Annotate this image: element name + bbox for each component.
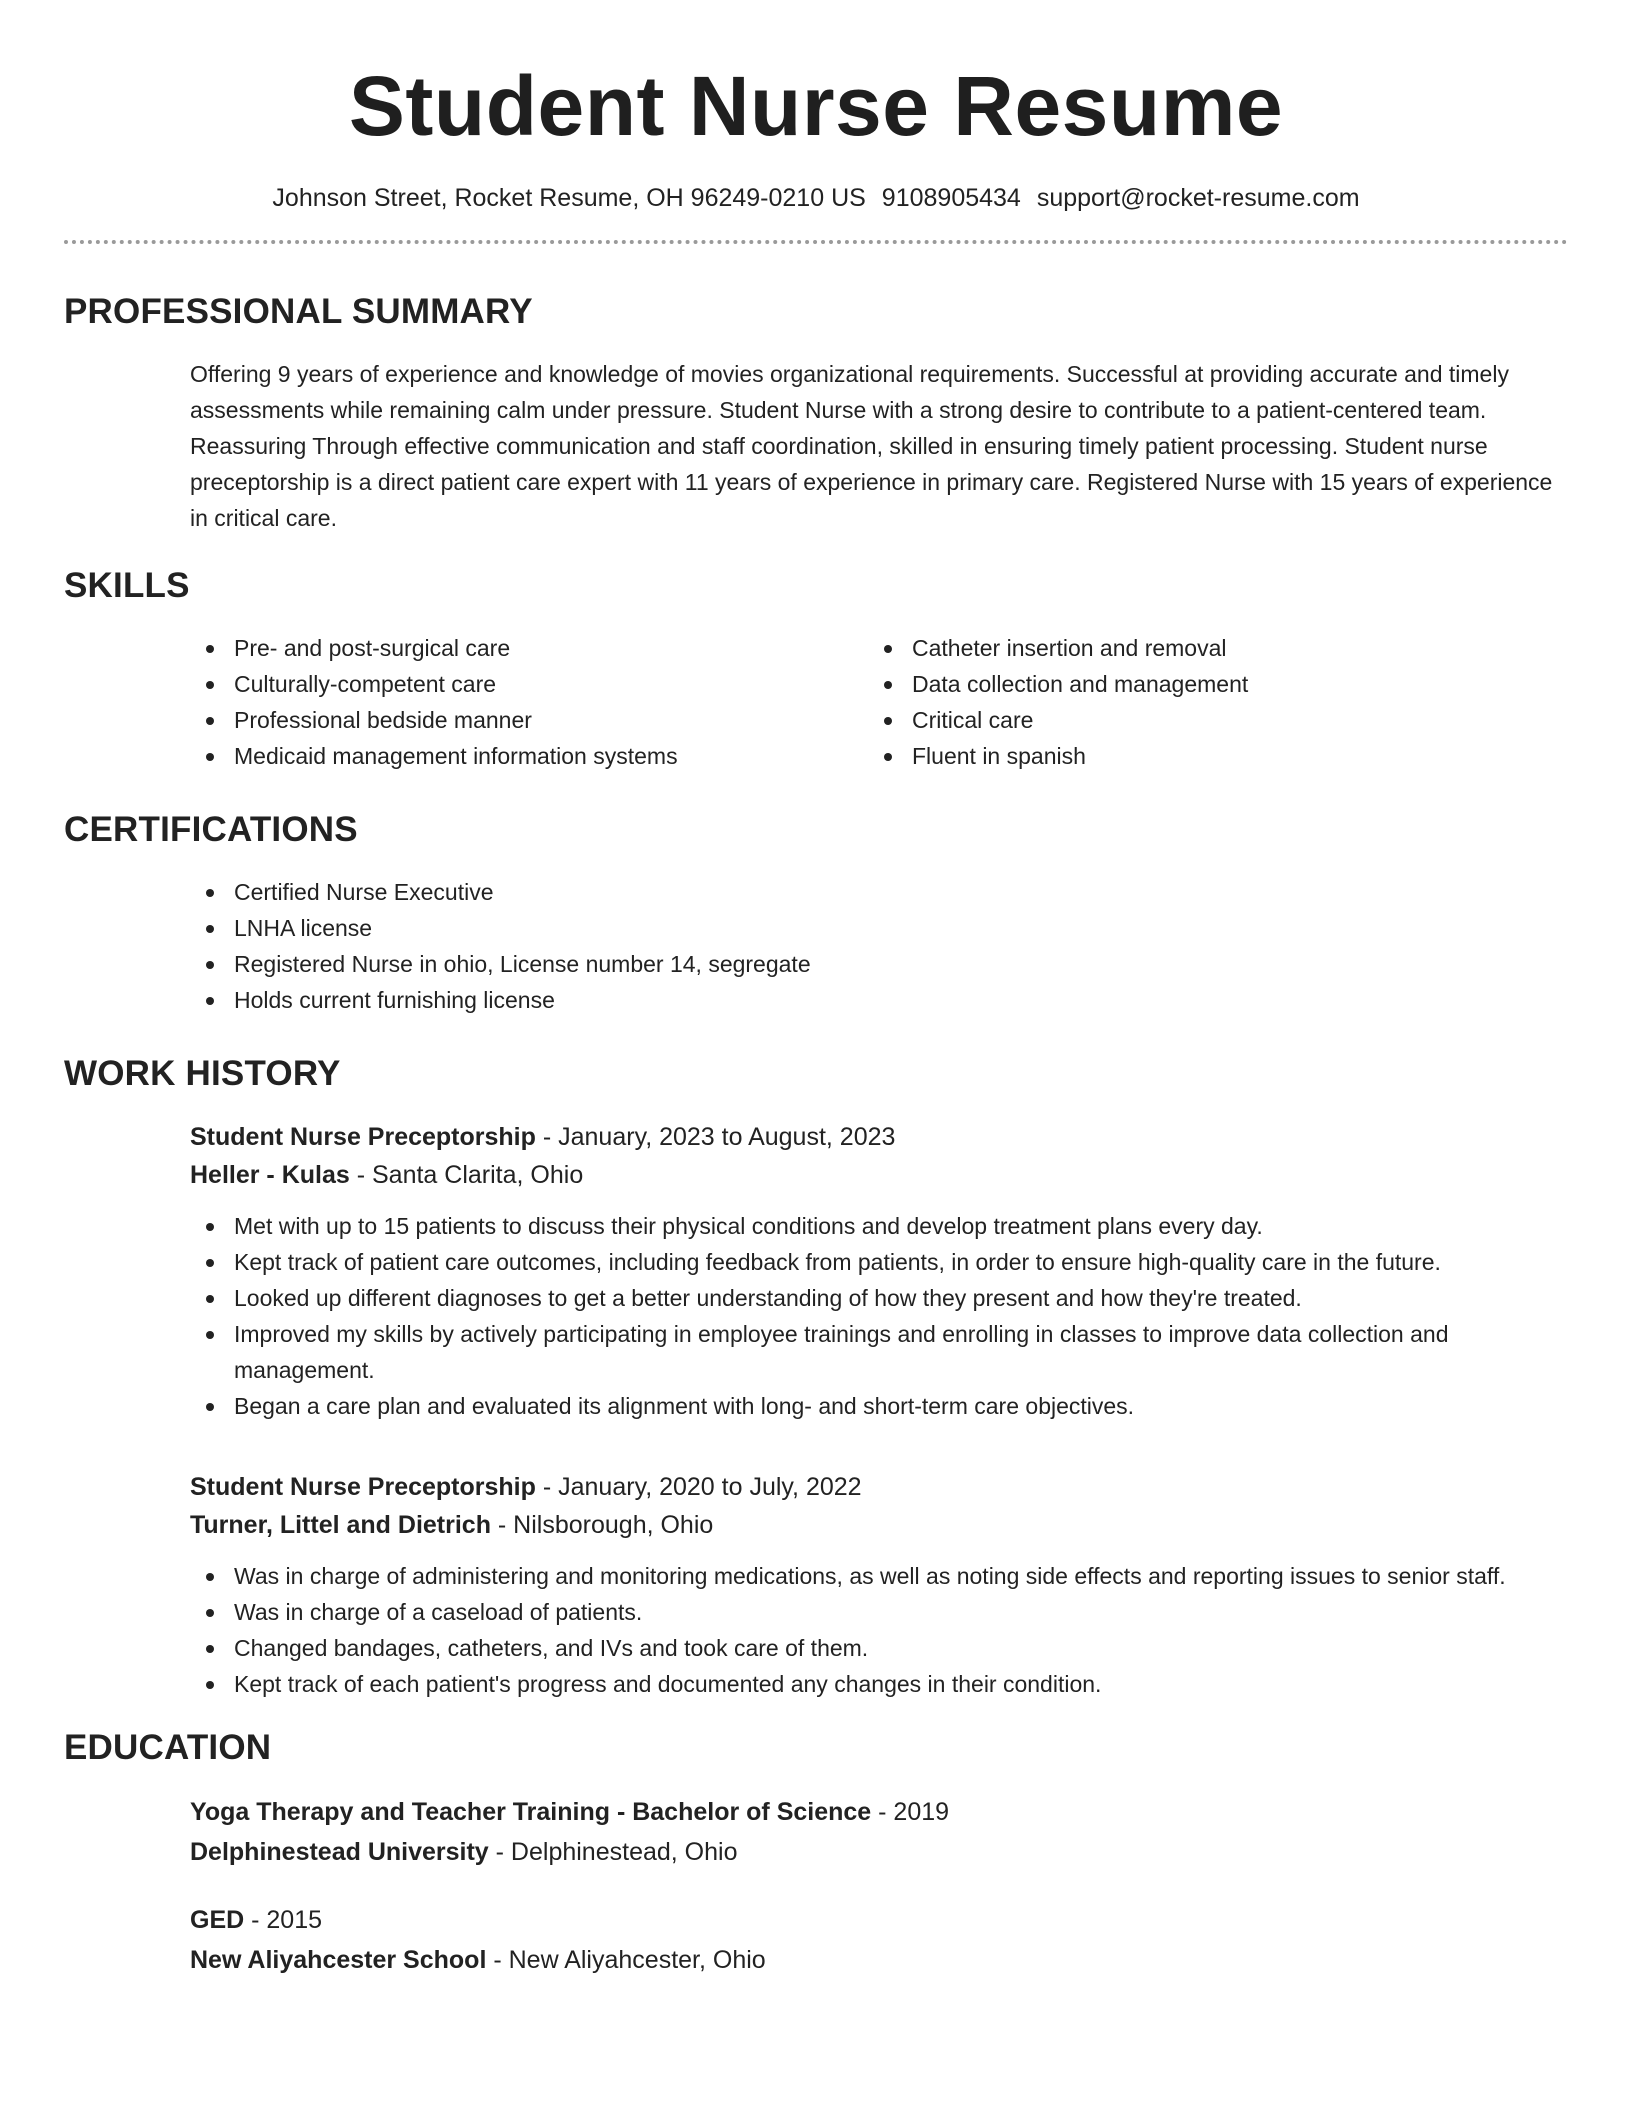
summary-heading: PROFESSIONAL SUMMARY bbox=[64, 292, 533, 331]
job-duties-list bbox=[190, 1558, 1568, 1702]
education-entry bbox=[190, 1792, 1568, 1872]
job-duty-item: Looked up different diagnoses to get a better understanding of how they present and how they're treated. bbox=[190, 1280, 1568, 1316]
skill-item: Culturally-competent care bbox=[190, 666, 868, 702]
job-duty-item: Met with up to 15 patients to discuss their physical conditions and develop treatment plans every day. bbox=[190, 1208, 1568, 1244]
contact-address: Johnson Street, Rocket Resume, OH 96249-0210 US bbox=[272, 184, 866, 212]
job-duty-item: Was in charge of a caseload of patients. bbox=[190, 1594, 1568, 1630]
work-history-section bbox=[64, 1052, 1568, 1702]
contact-line bbox=[64, 180, 1568, 216]
education-location: - Delphinestead, Ohio bbox=[488, 1838, 738, 1866]
job-company-line bbox=[190, 1156, 1568, 1194]
certification-item: Registered Nurse in ohio, License number 14, segregate bbox=[190, 946, 1568, 982]
job-title-line bbox=[190, 1468, 1568, 1506]
education-degree: Yoga Therapy and Teacher Training - Bachelor of Science bbox=[190, 1798, 872, 1826]
job-duty-item: Kept track of each patient's progress and documented any changes in their condition. bbox=[190, 1666, 1568, 1702]
contact-phone: 9108905434 bbox=[881, 184, 1021, 212]
education-school-line bbox=[190, 1940, 1568, 1980]
job-entry bbox=[190, 1118, 1568, 1424]
job-duties-list bbox=[190, 1208, 1568, 1424]
skills-heading: SKILLS bbox=[64, 566, 190, 605]
job-dates: - January, 2020 to July, 2022 bbox=[535, 1473, 862, 1501]
certifications-list bbox=[190, 874, 1568, 1018]
job-title-line bbox=[190, 1118, 1568, 1156]
skills-section bbox=[64, 564, 1568, 774]
job-duty-item: Kept track of patient care outcomes, including feedback from patients, in order to ensure high-quality care in the future. bbox=[190, 1244, 1568, 1280]
job-location: - Nilsborough, Ohio bbox=[490, 1511, 714, 1539]
education-school: Delphinestead University bbox=[190, 1838, 489, 1866]
certifications-section bbox=[64, 808, 1568, 1018]
certification-item: Certified Nurse Executive bbox=[190, 874, 1568, 910]
certification-item: Holds current furnishing license bbox=[190, 982, 1568, 1018]
education-heading: EDUCATION bbox=[64, 1728, 272, 1767]
education-section bbox=[64, 1726, 1568, 1980]
job-company-line bbox=[190, 1506, 1568, 1544]
resume-title: Student Nurse Resume bbox=[348, 59, 1284, 153]
header-divider bbox=[64, 240, 1568, 244]
education-degree-line bbox=[190, 1792, 1568, 1832]
education-degree-line bbox=[190, 1900, 1568, 1940]
job-title: Student Nurse Preceptorship bbox=[190, 1473, 536, 1501]
job-company: Turner, Littel and Dietrich bbox=[190, 1511, 491, 1539]
work-history-heading: WORK HISTORY bbox=[64, 1054, 341, 1093]
job-duty-item: Began a care plan and evaluated its alignment with long- and short-term care objectives. bbox=[190, 1388, 1568, 1424]
education-location: - New Aliyahcester, Ohio bbox=[486, 1946, 766, 1974]
job-title: Student Nurse Preceptorship bbox=[190, 1123, 536, 1151]
skill-item: Professional bedside manner bbox=[190, 702, 868, 738]
education-degree: GED bbox=[190, 1906, 245, 1934]
skill-item: Data collection and management bbox=[868, 666, 1546, 702]
job-company: Heller - Kulas bbox=[190, 1161, 350, 1189]
certifications-heading: CERTIFICATIONS bbox=[64, 810, 358, 849]
education-school: New Aliyahcester School bbox=[190, 1946, 487, 1974]
education-year: - 2015 bbox=[244, 1906, 323, 1934]
job-duty-item: Changed bandages, catheters, and IVs and took care of them. bbox=[190, 1630, 1568, 1666]
job-location: - Santa Clarita, Ohio bbox=[349, 1161, 584, 1189]
skills-column-left bbox=[190, 630, 868, 774]
skill-item: Pre- and post-surgical care bbox=[190, 630, 868, 666]
skill-item: Fluent in spanish bbox=[868, 738, 1546, 774]
job-duty-item: Was in charge of administering and monitoring medications, as well as noting side effects and reporting issues to senior staff. bbox=[190, 1558, 1568, 1594]
job-dates: - January, 2023 to August, 2023 bbox=[535, 1123, 896, 1151]
summary-text: Offering 9 years of experience and knowledge of movies organizational requirements. Successful at providing accurate and timely assessments while remaining calm under pressure. Student Nurse with a strong desire to contribute to a patient-centered team. Reassuring Through effective communication and staff coordination, skilled in ensuring timely patient processing. Student nurse preceptorship is a direct patient care expert with 11 years of experience in primary care. Registered Nurse with 15 years of experience in critical care. bbox=[190, 361, 1553, 531]
job-duty-item: Improved my skills by actively participating in employee trainings and enrolling in classes to improve data collection and management. bbox=[190, 1316, 1568, 1388]
skill-item: Catheter insertion and removal bbox=[868, 630, 1546, 666]
certification-item: LNHA license bbox=[190, 910, 1568, 946]
education-entry bbox=[190, 1900, 1568, 1980]
skills-column-right bbox=[868, 630, 1546, 774]
education-year: - 2019 bbox=[871, 1798, 950, 1826]
skill-item: Critical care bbox=[868, 702, 1546, 738]
skills-grid bbox=[190, 630, 1568, 774]
skill-item: Medicaid management information systems bbox=[190, 738, 868, 774]
summary-section bbox=[64, 290, 1568, 536]
education-school-line bbox=[190, 1832, 1568, 1872]
contact-email: support@rocket-resume.com bbox=[1036, 184, 1360, 212]
job-entry bbox=[190, 1468, 1568, 1702]
